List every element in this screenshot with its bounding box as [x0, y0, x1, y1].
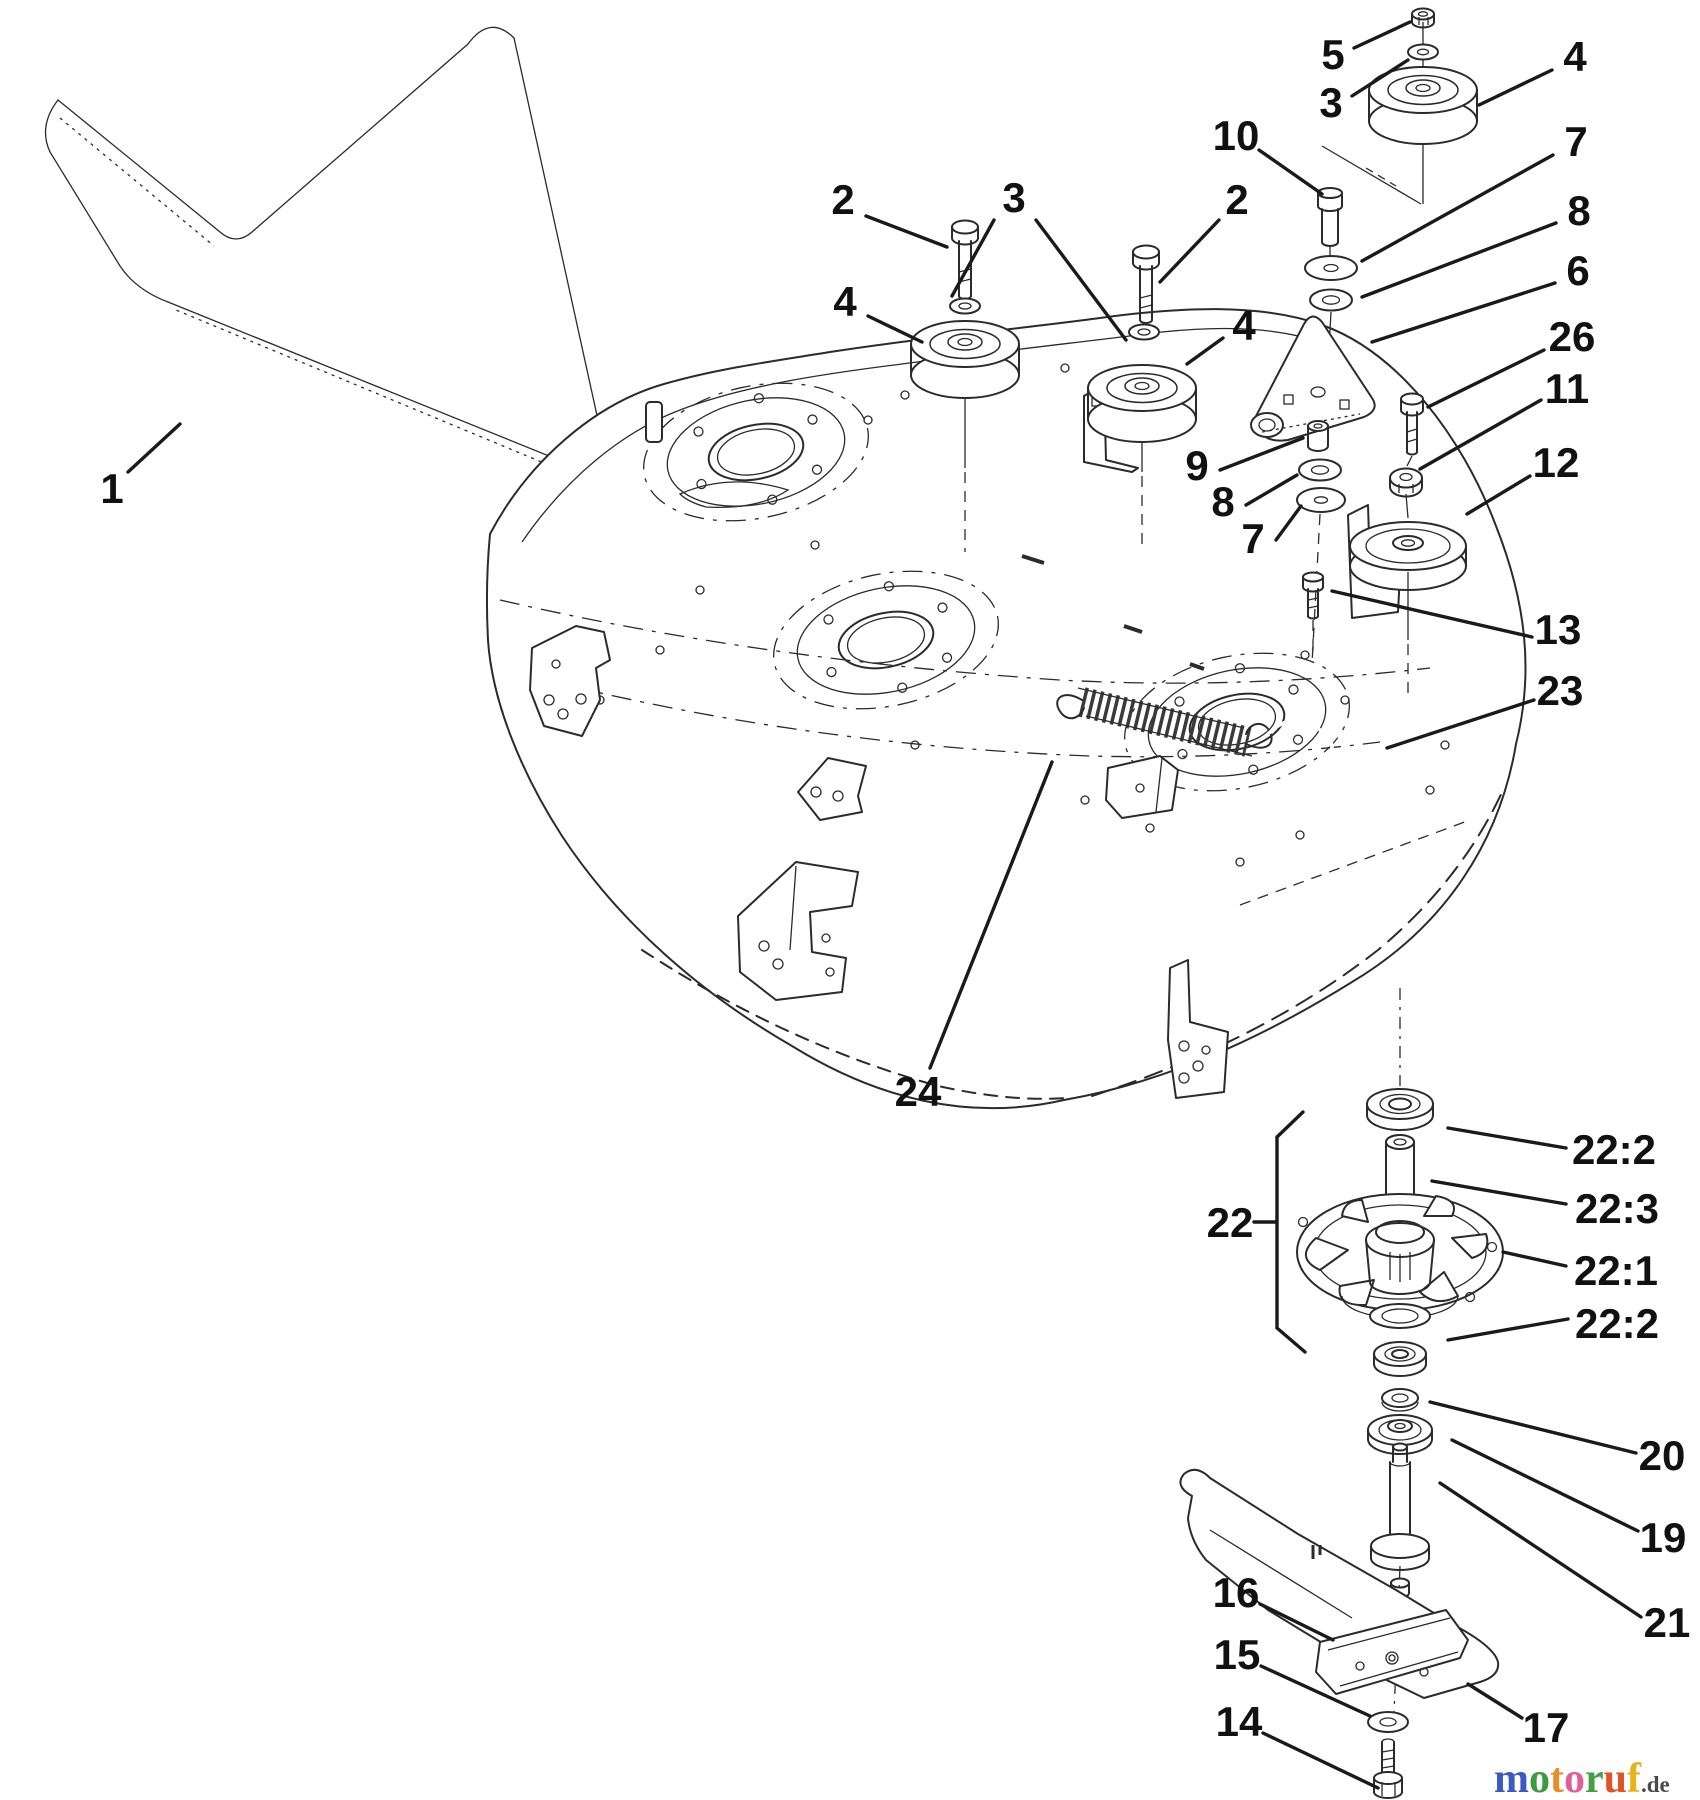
leader-line: [1440, 1483, 1641, 1617]
leader-line: [1428, 350, 1544, 407]
callout-9: 9: [1185, 442, 1209, 489]
washer: [1408, 45, 1438, 60]
callout-3b: 3: [1319, 79, 1343, 126]
callout-17: 17: [1522, 1704, 1570, 1751]
callout-11: 11: [1544, 365, 1590, 412]
leader-line: [868, 316, 922, 342]
logo-letter: o: [1564, 1756, 1585, 1800]
callout-21: 21: [1643, 1599, 1691, 1646]
leader-line: [1263, 1733, 1378, 1788]
leader-line: [1160, 220, 1219, 282]
leader-line: [1362, 155, 1553, 261]
callout-6: 6: [1566, 247, 1590, 294]
callout-24: 24: [894, 1068, 942, 1115]
callout-2: 2: [831, 176, 855, 223]
callout-14: 14: [1215, 1698, 1263, 1745]
washer-small: [1310, 290, 1352, 311]
bearing-lower: [1374, 1342, 1426, 1376]
logo-letter: u: [1603, 1756, 1628, 1800]
callout-20: 20: [1638, 1432, 1686, 1479]
logo-letter: m: [1494, 1756, 1529, 1800]
leader-line: [1432, 1181, 1566, 1204]
logo-suffix: .de: [1641, 1772, 1670, 1797]
callout-22-2: 22:2: [1571, 1126, 1657, 1173]
logo-letter: t: [1550, 1756, 1564, 1800]
callout-4: 4: [833, 278, 857, 325]
leader-line: [1362, 223, 1556, 297]
idler-pulley: [1369, 67, 1477, 144]
washer-20: [1382, 1389, 1418, 1411]
washer-small: [1299, 460, 1341, 481]
motoruf-logo: [1494, 1756, 1670, 1800]
callout-4b: 4: [1232, 302, 1256, 349]
callout-22-bracket: [1277, 1112, 1305, 1352]
spring-anchor-clip: [1106, 756, 1178, 818]
callout-8: 8: [1567, 187, 1591, 234]
callout-22: 22: [1206, 1199, 1254, 1246]
callout-10: 10: [1212, 112, 1260, 159]
leader-line: [1354, 22, 1410, 48]
callout-26: 26: [1548, 313, 1596, 360]
leader-line: [1479, 70, 1552, 105]
callout-4c: 4: [1563, 33, 1587, 80]
leader-line: [1468, 1684, 1522, 1718]
callout-12: 12: [1532, 439, 1580, 486]
leader-line: [1372, 283, 1555, 342]
idler-pulley: [1088, 365, 1196, 442]
drive-belt: [46, 27, 604, 468]
bolt-head: [952, 221, 978, 234]
washer-large: [1305, 256, 1357, 280]
belt-rib-hatch: [176, 310, 556, 468]
callout-2b: 2: [1225, 176, 1249, 223]
bolt-head: [1401, 394, 1423, 405]
bearing-upper: [1367, 1089, 1433, 1130]
mower-deck: [487, 309, 1526, 1108]
leader-line: [1448, 1319, 1568, 1340]
callout-16: 16: [1212, 1569, 1260, 1616]
logo-letter: f: [1627, 1756, 1642, 1800]
leader-line: [1448, 1128, 1566, 1148]
callout-22-1: 22:1: [1573, 1247, 1659, 1294]
callout-22-2b: 22:2: [1574, 1300, 1660, 1347]
bolt-head: [1133, 246, 1159, 259]
leader-line: [128, 424, 180, 472]
logo-letter: o: [1529, 1756, 1550, 1800]
callout-3: 3: [1002, 174, 1026, 221]
washer: [1129, 325, 1159, 340]
deck-tab: [646, 402, 662, 442]
leader-line: [866, 216, 947, 247]
leader-line: [1259, 150, 1322, 194]
callout-23: 23: [1536, 667, 1584, 714]
belt-rib-hatch: [60, 118, 214, 246]
washer-15: [1368, 1712, 1408, 1732]
callout-22-3: 22:3: [1574, 1185, 1660, 1232]
callout-13: 13: [1534, 606, 1582, 653]
leader-line: [1452, 1440, 1638, 1531]
callout-7: 7: [1564, 118, 1588, 165]
callout-15: 15: [1213, 1631, 1261, 1678]
washer-large: [1297, 488, 1345, 512]
callout-19: 19: [1639, 1514, 1687, 1561]
callout-8b: 8: [1211, 478, 1235, 525]
logo-letter: r: [1585, 1756, 1604, 1800]
idler-pulley: [911, 321, 1019, 398]
callout-7b: 7: [1241, 515, 1265, 562]
washer: [950, 299, 980, 314]
leader-line: [1503, 1252, 1566, 1266]
callout-5: 5: [1321, 31, 1345, 78]
idler-assembly-top-right: [1322, 9, 1477, 205]
callout-1: 1: [100, 465, 124, 512]
spindle-housing: [1297, 1194, 1503, 1318]
